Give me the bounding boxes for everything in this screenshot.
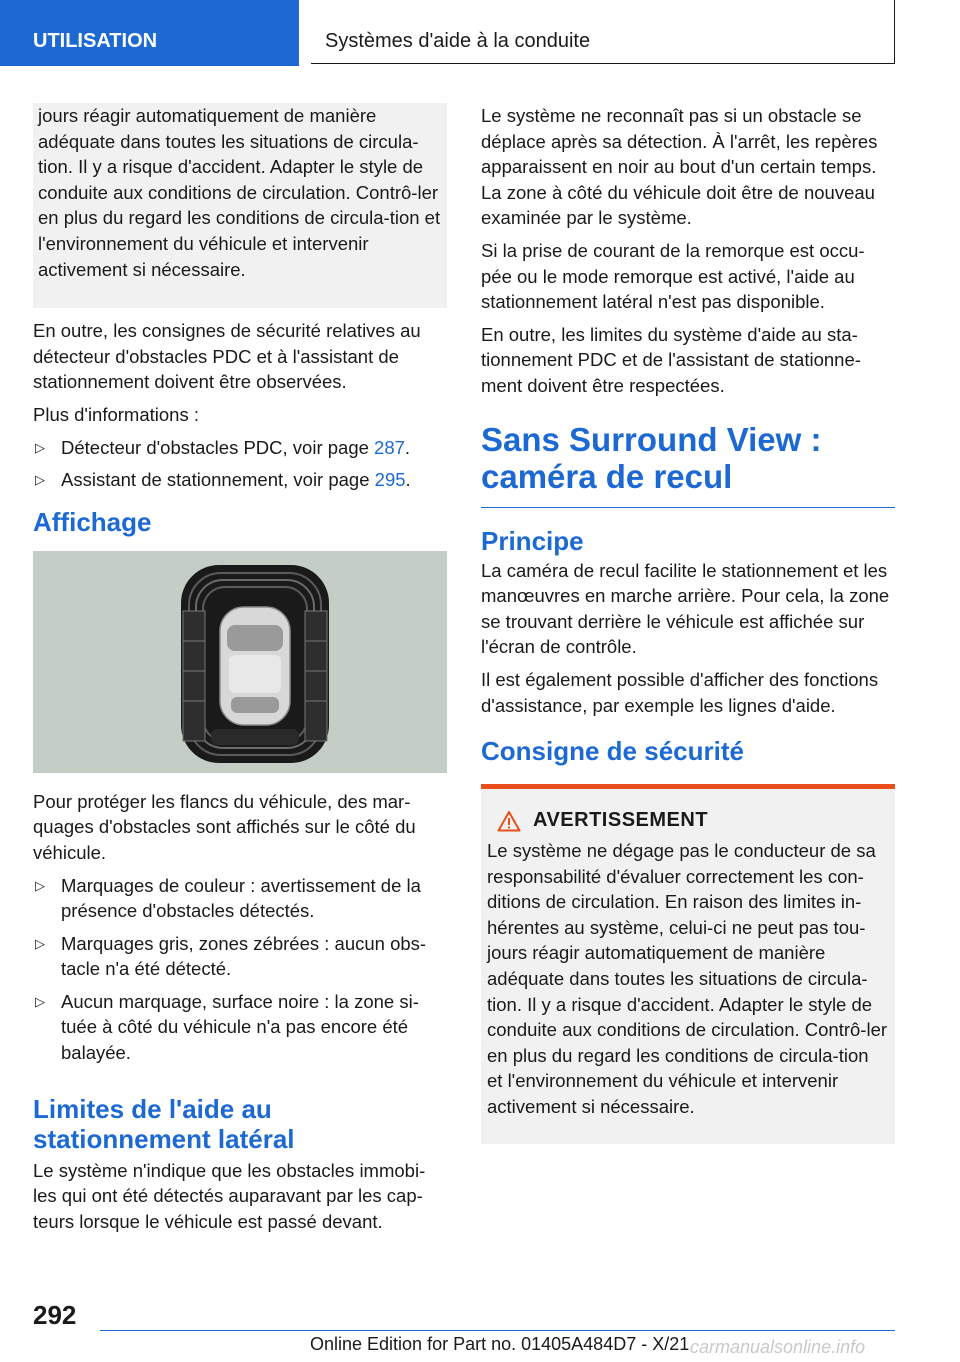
page-number: 292 [33,1300,77,1330]
limits-paragraph: Le système n'indique que les obstacles immobi-les qui ont été détectés auparavant par les cap-teurs lorsque le véhicule est passé devant. [33,1159,426,1232]
more-info-label: Plus d'informations : [33,403,199,425]
paragraph: Le système ne reconnaît pas si un obstacle se déplace après sa détection. À l'arrêt, les repères apparaissent en noir au bout d'un certain temps. La zone à côté du véhicule doit être de nouveau examinée par le système. [481,105,878,229]
list-item-text: Marquages gris, zones zébrées : aucun obs-tacle n'a été détecté. [61,932,427,980]
edition-text: Online Edition for Part no. 01405A484D7 - X/21 [310,1334,690,1354]
heading-display: Affichage [33,506,152,537]
section-tab [0,0,299,66]
left-column [33,103,447,1241]
triangle-bullet-icon: ▷ [35,993,45,1009]
heading-rear-camera: Sans Surround View : caméra de recul [481,420,822,495]
triangle-bullet-icon: ▷ [35,935,45,951]
warning-text: Le système ne dégage pas le conducteur de sa responsabilité d'évaluer correctement les con-ditions de circulation. En raison des limites in-hérentes au système, celui-ci ne peut pas tou-jours réagir automatiquement de manière adéquate dans toutes les situations de circula-tion. Il y a risque d'accident. Adapter le style de conduite aux conditions de circulation. Contrô-ler en plus du regard les conditions de circula-tion et l'environnement du véhicule et intervenir activement si nécessaire. [487,840,888,1118]
reference-end: . [405,469,411,491]
list-item-text: Marquages de couleur : avertissement de la présence d'obstacles détectés. [61,874,421,922]
list-item [33,873,447,924]
paragraph: Si la prise de courant de la remorque est occu-pée ou le mode remorque est activé, l'aide au stationnement latéral n'est pas disponible. [481,239,865,313]
chapter-header [311,0,895,64]
reference-end: . [404,436,411,458]
list-item [33,435,447,461]
heading-safety: Consigne de sécurité [481,736,744,767]
triangle-bullet-icon: ▷ [35,439,45,455]
chapter-title: Systèmes d'aide à la conduite [325,30,591,52]
intro-paragraph: En outre, les consignes de sécurité relatives au détecteur d'obstacles PDC et à l'assistant de stationnement doivent être observées. [33,320,421,393]
list-item [33,931,447,982]
heading-divider [481,507,895,508]
list-item [33,467,447,493]
watermark: carmanualsonline.info [690,1337,866,1357]
section-title: UTILISATION [33,30,158,52]
car-top-view-icon [33,551,447,773]
heading-limits: Limites de l'aide au stationnement latéral [33,1093,295,1154]
reference-text: Détecteur d'obstacles PDC, voir page [61,436,375,458]
heading-principle: Principe [481,525,584,556]
page-link-295[interactable]: 295 [374,469,406,491]
page-link-287[interactable]: 287 [374,436,405,458]
triangle-bullet-icon: ▷ [35,877,45,893]
reference-text: Assistant de stationnement, voir page [61,469,375,491]
warning-continuation-text: jours réagir automatiquement de manière adéquate dans toutes les situations de circula-tion. Il y a risque d'accident. Adapter le style de conduite aux conditions de circulation. Contrô-ler en plus du regard les conditions de circula-tion et l'environnement du véhicule et intervenir activement si nécessaire. [38,105,441,280]
warning-title: AVERTISSEMENT [533,809,709,832]
paragraph: En outre, les limites du système d'aide au sta-tionnement PDC et de l'assistant de stationne-ment doivent être respectées. [481,323,861,396]
triangle-bullet-icon: ▷ [35,472,45,488]
reference-list [33,435,447,493]
principle-paragraph: La caméra de recul facilite le stationnement et les manœuvres en marche arrière. Pour cela, la zone se trouvant derrière le véhicule est affichée sur l'écran de contrôle. [481,559,890,658]
side-parking-illustration [33,551,447,773]
warning-header [497,809,889,832]
warning-continuation-box [33,103,447,308]
list-item [33,989,447,1066]
principle-paragraph: Il est également possible d'afficher des fonctions d'assistance, par exemple les lignes d'aide. [481,668,879,716]
markings-list [33,873,447,1066]
right-column [481,103,895,1144]
display-description: Pour protéger les flancs du véhicule, des mar-quages d'obstacles sont affichés sur le côté du véhicule. [33,790,416,863]
footer-divider [100,1330,895,1331]
list-item-text: Aucun marquage, surface noire : la zone si-tuée à côté du véhicule n'a pas encore été balayée. [61,990,419,1064]
warning-box [481,784,895,1144]
warning-triangle-icon [497,810,521,832]
